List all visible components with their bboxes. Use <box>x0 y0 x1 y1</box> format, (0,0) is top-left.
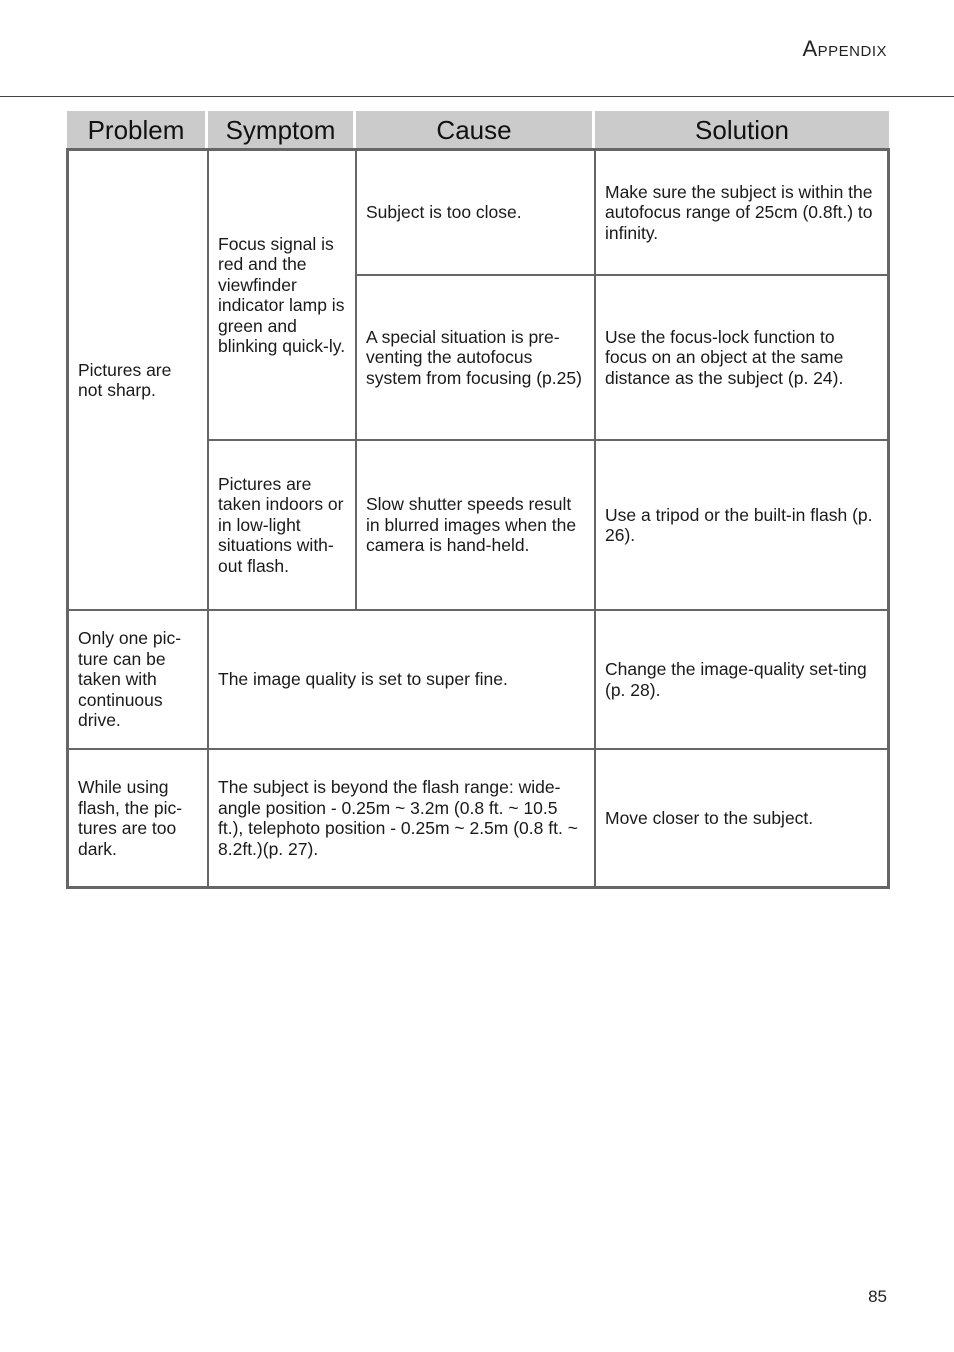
troubleshooting-table <box>66 148 890 889</box>
table-cell-symptom: Pictures are taken indoors or in low-light situations with-out flash. <box>208 440 356 610</box>
header-solution: Solution <box>595 111 889 148</box>
table-cell-problem: While using flash, the pic-tures are too dark. <box>68 749 208 887</box>
table-cell-solution: Use a tripod or the built-in flash (p. 26). <box>595 440 888 610</box>
header-cause: Cause <box>356 111 592 148</box>
header-problem: Problem <box>67 111 205 148</box>
header-rule <box>0 96 954 97</box>
table-cell-symptom-cause: The image quality is set to super fine. <box>208 610 595 749</box>
table-cell-solution: Use the focus-lock function to focus on an object at the same distance as the subject (p. 24). <box>595 275 888 440</box>
table-cell-problem: Pictures are not sharp. <box>68 150 208 610</box>
table-cell-solution: Move closer to the subject. <box>595 749 888 887</box>
table-cell-cause: Subject is too close. <box>356 150 595 275</box>
table-header <box>67 111 889 148</box>
section-title: Appendix <box>802 36 887 61</box>
table-cell-symptom-cause: The subject is beyond the flash range: wide-angle position - 0.25m ~ 3.2m (0.8 ft. ~ 10.5 ft.), telephoto position - 0.25m ~ 2.5m (0.8 ft. ~ 8.2ft.)(p. 27). <box>208 749 595 887</box>
table-cell-solution: Make sure the subject is within the autofocus range of 25cm (0.8ft.) to infinity. <box>595 150 888 275</box>
page-number: 85 <box>868 1287 887 1306</box>
header-symptom: Symptom <box>208 111 353 148</box>
table-cell-cause: Slow shutter speeds result in blurred images when the camera is hand-held. <box>356 440 595 610</box>
table-cell-cause: A special situation is pre-venting the autofocus system from focusing (p.25) <box>356 275 595 440</box>
table-cell-solution: Change the image-quality set-ting (p. 28). <box>595 610 888 749</box>
table-cell-problem: Only one pic-ture can be taken with continuous drive. <box>68 610 208 749</box>
table-cell-symptom: Focus signal is red and the viewfinder indicator lamp is green and blinking quick-ly. <box>208 150 356 440</box>
